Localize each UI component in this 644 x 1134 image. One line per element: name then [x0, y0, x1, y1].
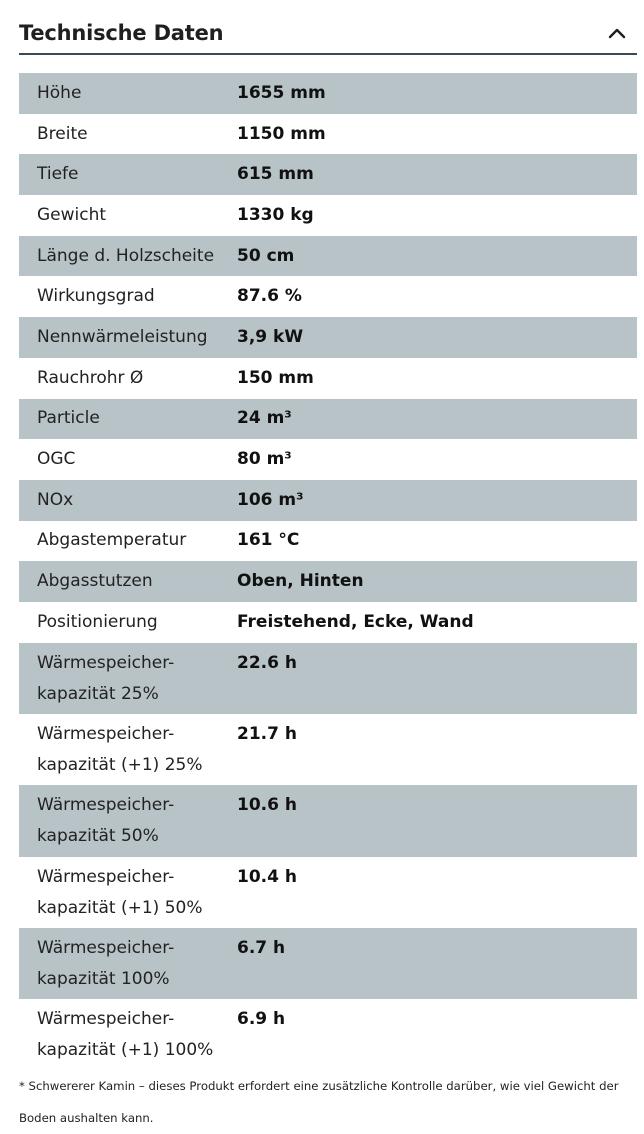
spec-row-gewicht [19, 195, 637, 236]
spec-label: Wirkungsgrad [37, 286, 155, 307]
spec-label-line: Wärmespeicher- [37, 937, 175, 958]
spec-label-line: kapazität 50% [37, 826, 159, 847]
spec-value: 3,9 kW [237, 326, 304, 347]
spec-label: Abgastemperatur [37, 530, 187, 551]
spec-value: 50 cm [237, 245, 295, 266]
spec-row-nennwaermeleistung [19, 317, 637, 358]
spec-row-rauchrohr [19, 358, 637, 399]
spec-label-line: kapazität (+1) 25% [37, 754, 203, 775]
spec-row-particle [19, 399, 637, 440]
spec-row-waermespeicher-plus1-25 [19, 714, 637, 785]
spec-row-waermespeicher-plus1-50 [19, 857, 637, 928]
footnote: * Schwererer Kamin – dieses Produkt erfordert eine zusätzliche Kontrolle darüber, wie viel Gewicht der Boden aushalten kann. [19, 1079, 619, 1125]
section-title: Technische Daten [19, 20, 224, 45]
spec-value: Freistehend, Ecke, Wand [237, 611, 474, 632]
spec-label: Gewicht [37, 204, 107, 225]
spec-value: 6.7 h [237, 937, 286, 958]
spec-label: Positionierung [37, 611, 158, 632]
spec-value: Oben, Hinten [237, 571, 364, 592]
spec-row-abgasstutzen [19, 561, 637, 602]
chevron-up-icon [608, 27, 626, 39]
spec-row-tiefe [19, 154, 637, 195]
technical-data-section [19, 10, 637, 1070]
spec-label: Tiefe [37, 164, 79, 185]
spec-row-hoehe [19, 73, 637, 114]
spec-value: 21.7 h [237, 723, 297, 744]
spec-label-line: kapazität (+1) 50% [37, 897, 203, 918]
spec-label: Höhe [37, 82, 82, 103]
spec-value: 1655 mm [237, 82, 326, 103]
spec-value: 150 mm [237, 367, 314, 388]
spec-row-wirkungsgrad [19, 276, 637, 317]
spec-row-waermespeicher-25 [19, 643, 637, 714]
spec-label-line: Wärmespeicher- [37, 866, 175, 887]
spec-value: 1330 kg [237, 204, 314, 225]
spec-value: 24 m³ [237, 408, 292, 429]
spec-row-waermespeicher-50 [19, 785, 637, 856]
spec-label [19, 1004, 237, 1066]
spec-label: Rauchrohr Ø [37, 367, 144, 388]
spec-label [19, 790, 237, 852]
spec-label: Breite [37, 123, 88, 144]
spec-value: 10.6 h [237, 795, 297, 816]
spec-label [19, 933, 237, 995]
spec-table [19, 73, 637, 1070]
section-header[interactable] [19, 10, 637, 55]
spec-label: Particle [37, 408, 100, 429]
spec-label-line: Wärmespeicher- [37, 723, 175, 744]
spec-row-ogc [19, 439, 637, 480]
spec-row-waermespeicher-plus1-100 [19, 999, 637, 1070]
spec-row-abgastemperatur [19, 521, 637, 562]
spec-row-breite [19, 114, 637, 155]
spec-value: 80 m³ [237, 449, 292, 470]
spec-value: 161 °C [237, 530, 300, 551]
spec-row-nox [19, 480, 637, 521]
spec-label-line: Wärmespeicher- [37, 652, 175, 673]
spec-value: 1150 mm [237, 123, 326, 144]
spec-row-waermespeicher-100 [19, 928, 637, 999]
spec-label: OGC [37, 449, 76, 470]
spec-label: Abgasstutzen [37, 571, 153, 592]
spec-value: 10.4 h [237, 866, 297, 887]
spec-label-line: Wärmespeicher- [37, 795, 175, 816]
spec-label: NOx [37, 489, 74, 510]
spec-value: 106 m³ [237, 489, 304, 510]
spec-label-line: Wärmespeicher- [37, 1009, 175, 1030]
spec-label: Länge d. Holzscheite [37, 245, 215, 266]
spec-label-line: kapazität 100% [37, 968, 170, 989]
spec-value: 6.9 h [237, 1009, 286, 1030]
spec-label-line: kapazität (+1) 100% [37, 1040, 214, 1061]
spec-value: 615 mm [237, 164, 314, 185]
spec-label: Nennwärmeleistung [37, 326, 208, 347]
spec-label [19, 862, 237, 924]
spec-row-holzscheite [19, 236, 637, 277]
spec-label [19, 648, 237, 710]
spec-value: 22.6 h [237, 652, 297, 673]
spec-value: 87.6 % [237, 286, 302, 307]
collapse-toggle-button[interactable] [603, 19, 631, 47]
spec-label [19, 719, 237, 781]
spec-row-positionierung [19, 602, 637, 643]
spec-label-line: kapazität 25% [37, 683, 159, 704]
